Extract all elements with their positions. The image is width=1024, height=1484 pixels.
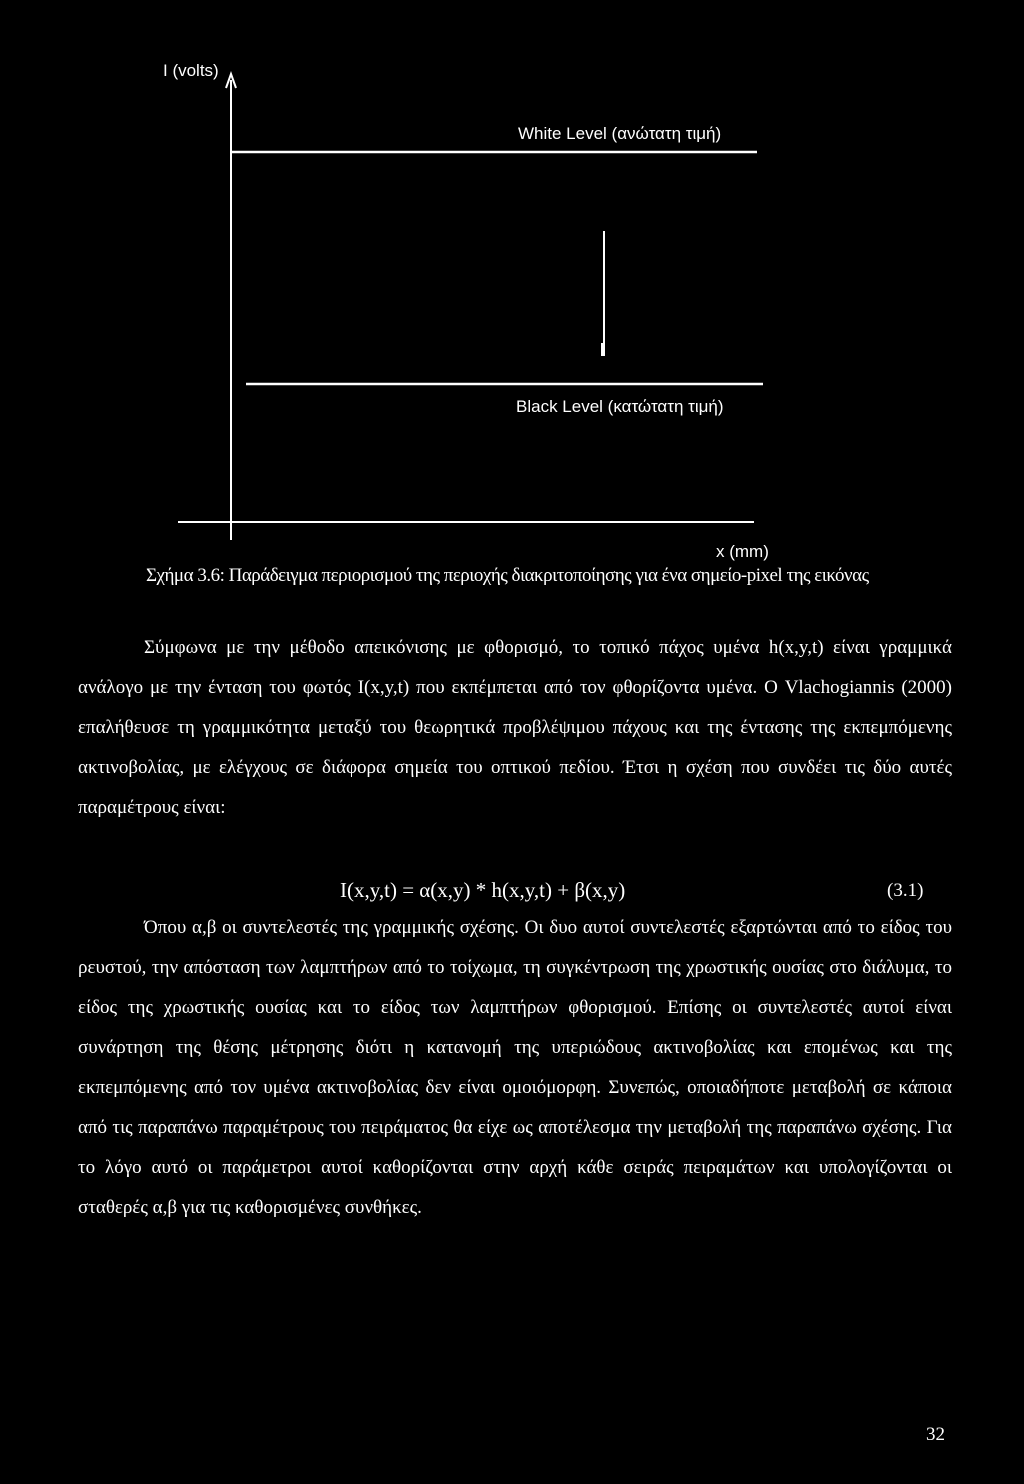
page-number: 32: [926, 1424, 945, 1445]
figure-caption: Σχήμα 3.6: Παράδειγμα περιορισμού της περιοχής διακριτοποίησης για ένα σημείο-pixel της εικόνας: [146, 565, 869, 586]
equation-3-1: [340, 878, 940, 903]
x-axis-label: x (mm): [716, 542, 769, 561]
y-axis-label: I (volts): [163, 61, 219, 80]
paragraph-1: Σύμφωνα με την μέθοδο απεικόνισης με φθορισμό, το τοπικό πάχος υμένα h(x,y,t) είναι γραμμικά ανάλογο με την ένταση του φωτός I(x,y,t) που εκπέμπεται από τον φθορίζοντα υμένα. Ο Vlachogiannis (2000) επαλήθευσε τη γραμμικότητα μεταξύ του θεωρητικά προβλέψιμου πάχους και της έντασης της εκπεμπόμενης ακτινοβολίας, με ελέγχους σε διάφορα σημεία του οπτικού πεδίου. Έτσι η σχέση που συνδέει τις δύο αυτές παραμέτρους είναι:: [78, 637, 952, 818]
white-level-label: White Level (ανώτατη τιμή): [518, 124, 722, 143]
equation-formula: I(x,y,t) = α(x,y) * h(x,y,t) + β(x,y): [340, 878, 626, 902]
intensity-levels-figure: [0, 0, 1024, 600]
black-level-label: Black Level (κατώτατη τιμή): [516, 397, 724, 416]
equation-number: (3.1): [887, 880, 924, 901]
paragraph-2: Όπου α,β οι συντελεστές της γραμμικής σχέσης. Οι δυο αυτοί συντελεστές εξαρτώνται από το είδος του ρευστού, την απόσταση των λαμπτήρων από το τοίχωμα, τη συγκέντρωση της χρωστικής ουσίας στο διάλυμα, το είδος της χρωστικής ουσίας και το είδος των λαμπτήρων φθορισμού. Επίσης οι συντελεστές αυτοί είναι συνάρτηση της θέσης μέτρησης διότι η κατανομή της υπεριώδους ακτινοβολίας και επομένως και της εκπεμπόμενης από τον υμένα ακτινοβολίας δεν είναι ομοιόμορφη. Συνεπώς, οποιαδήποτε μεταβολή σε κάποια από τις παραπάνω παραμέτρους του πειράματος θα είχε ως αποτέλεσμα την μεταβολή της παραπάνω σχέσης. Για το λόγο αυτό οι παράμετροι αυτοί καθορίζονται στην αρχή κάθε σειράς πειραμάτων και υπολογίζονται οι σταθερές α,β για τις καθορισμένες συνθήκες.: [78, 917, 952, 1218]
